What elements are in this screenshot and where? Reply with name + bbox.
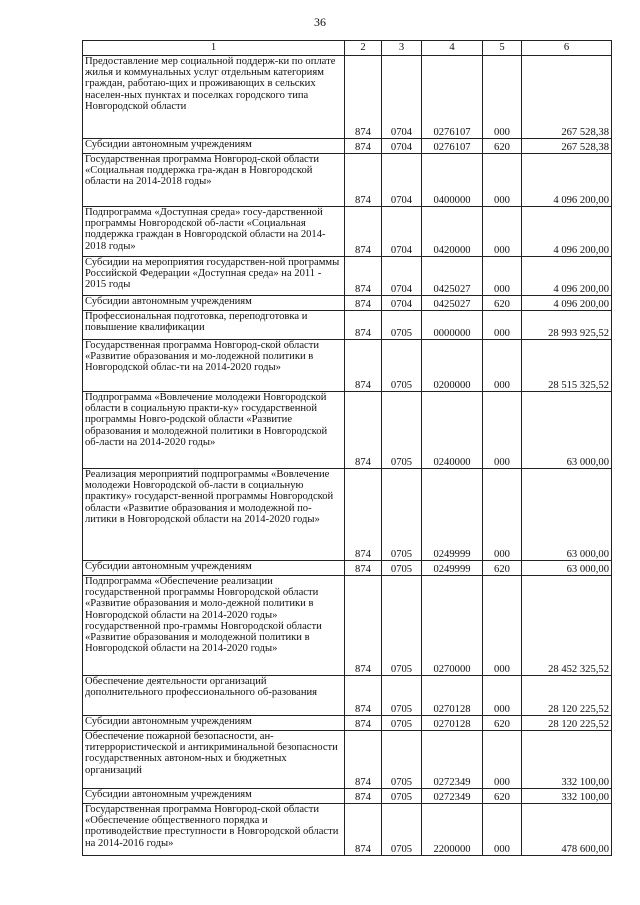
row-expense-type-cell: 000 xyxy=(483,56,522,139)
row-expense-type-cell: 000 xyxy=(483,311,522,340)
row-section-code-cell: 0704 xyxy=(382,257,422,296)
row-section-code-cell: 0705 xyxy=(382,311,422,340)
row-amount-cell: 28 515 325,52 xyxy=(522,340,612,392)
row-name-cell: Подпрограмма «Обеспечение реализации государственной программы Новгородской области «Развитие образования и моло-дежной политики в Новгородской области на 2014-2020 годы» государственной про-граммы Новгородской области «Развитие образования и молодежной политики в Новгородской области на 2014-2020 годы» xyxy=(83,576,345,676)
row-target-code-cell: 0270128 xyxy=(422,676,483,716)
row-admin-code-cell: 874 xyxy=(345,296,382,311)
row-target-code-cell: 0272349 xyxy=(422,789,483,804)
header-col-2: 2 xyxy=(345,41,382,56)
row-target-code-cell: 0400000 xyxy=(422,154,483,207)
row-section-code-cell: 0704 xyxy=(382,296,422,311)
row-amount-cell: 4 096 200,00 xyxy=(522,257,612,296)
row-name-cell: Государственная программа Новгород-ской области «Развитие образования и мо-лодежной политики в Новгородской облас-ти на 2014-2020 годы» xyxy=(83,340,345,392)
row-target-code-cell: 0249999 xyxy=(422,469,483,561)
header-col-6: 6 xyxy=(522,41,612,56)
page-number: 36 xyxy=(314,15,326,29)
table-row xyxy=(83,676,612,716)
header-col-3: 3 xyxy=(382,41,422,56)
row-amount-cell: 28 120 225,52 xyxy=(522,676,612,716)
row-name-cell: Подпрограмма «Вовлечение молодежи Новгородской области в социальную практи-ку» государственной программы Новго-родской области «Развитие образования и молодежной политики в Новгородской об-ласти на 2014-2020 годы» xyxy=(83,392,345,469)
row-admin-code-cell: 874 xyxy=(345,139,382,154)
row-name-cell: Подпрограмма «Доступная среда» госу-дарственной программы Новгородской об-ласти «Социальная поддержка граждан в Новгородской области на 2014-2018 годы» xyxy=(83,207,345,257)
row-amount-cell: 332 100,00 xyxy=(522,731,612,789)
row-expense-type-cell: 620 xyxy=(483,139,522,154)
row-target-code-cell: 0276107 xyxy=(422,56,483,139)
table-row xyxy=(83,56,612,139)
table-header-row xyxy=(83,41,612,56)
row-expense-type-cell: 000 xyxy=(483,392,522,469)
row-target-code-cell: 0276107 xyxy=(422,139,483,154)
header-col-1: 1 xyxy=(83,41,345,56)
header-col-5: 5 xyxy=(483,41,522,56)
row-amount-cell: 63 000,00 xyxy=(522,561,612,576)
row-target-code-cell: 0425027 xyxy=(422,296,483,311)
row-expense-type-cell: 000 xyxy=(483,207,522,257)
table-row xyxy=(83,139,612,154)
table-row xyxy=(83,207,612,257)
row-section-code-cell: 0704 xyxy=(382,154,422,207)
row-name-cell: Субсидии автономным учреждениям xyxy=(83,296,345,311)
row-expense-type-cell: 000 xyxy=(483,576,522,676)
row-expense-type-cell: 000 xyxy=(483,731,522,789)
row-section-code-cell: 0705 xyxy=(382,340,422,392)
row-target-code-cell: 0249999 xyxy=(422,561,483,576)
row-name-cell: Субсидии автономным учреждениям xyxy=(83,716,345,731)
table-row xyxy=(83,789,612,804)
row-section-code-cell: 0704 xyxy=(382,207,422,257)
row-section-code-cell: 0705 xyxy=(382,716,422,731)
row-target-code-cell: 2200000 xyxy=(422,804,483,856)
row-admin-code-cell: 874 xyxy=(345,576,382,676)
row-target-code-cell: 0200000 xyxy=(422,340,483,392)
row-target-code-cell: 0420000 xyxy=(422,207,483,257)
table-row xyxy=(83,392,612,469)
row-section-code-cell: 0705 xyxy=(382,676,422,716)
row-expense-type-cell: 000 xyxy=(483,154,522,207)
row-admin-code-cell: 874 xyxy=(345,392,382,469)
table-row xyxy=(83,561,612,576)
row-amount-cell: 267 528,38 xyxy=(522,139,612,154)
table-row xyxy=(83,311,612,340)
row-target-code-cell: 0000000 xyxy=(422,311,483,340)
row-admin-code-cell: 874 xyxy=(345,207,382,257)
row-section-code-cell: 0704 xyxy=(382,139,422,154)
row-admin-code-cell: 874 xyxy=(345,676,382,716)
table-row xyxy=(83,257,612,296)
row-name-cell: Обеспечение пожарной безопасности, ан-титеррористической и антикриминальной безопасности государственных автоном-ных и бюджетных организаций xyxy=(83,731,345,789)
row-section-code-cell: 0705 xyxy=(382,789,422,804)
row-expense-type-cell: 000 xyxy=(483,257,522,296)
row-amount-cell: 4 096 200,00 xyxy=(522,296,612,311)
row-amount-cell: 28 120 225,52 xyxy=(522,716,612,731)
table-row xyxy=(83,296,612,311)
row-amount-cell: 4 096 200,00 xyxy=(522,207,612,257)
table-row xyxy=(83,716,612,731)
row-expense-type-cell: 620 xyxy=(483,716,522,731)
row-section-code-cell: 0705 xyxy=(382,561,422,576)
row-target-code-cell: 0425027 xyxy=(422,257,483,296)
row-target-code-cell: 0270000 xyxy=(422,576,483,676)
row-name-cell: Государственная программа Новгород-ской области «Обеспечение общественного порядка и противодействие преступности в Новгородской области на 2014-2016 годы» xyxy=(83,804,345,856)
row-expense-type-cell: 620 xyxy=(483,296,522,311)
row-name-cell: Предоставление мер социальной поддерж-ки по оплате жилья и коммунальных услуг отдельным категориям граждан, работаю-щих и проживающих в сельских населен-ных пунктах и поселках городского типа Новгородской области xyxy=(83,56,345,139)
row-name-cell: Обеспечение деятельности организаций дополнительного профессионального об-разования xyxy=(83,676,345,716)
row-expense-type-cell: 000 xyxy=(483,340,522,392)
row-section-code-cell: 0705 xyxy=(382,731,422,789)
header-col-4: 4 xyxy=(422,41,483,56)
row-amount-cell: 28 452 325,52 xyxy=(522,576,612,676)
row-amount-cell: 267 528,38 xyxy=(522,56,612,139)
row-name-cell: Профессиональная подготовка, переподготовка и повышение квалификации xyxy=(83,311,345,340)
row-section-code-cell: 0705 xyxy=(382,392,422,469)
budget-table xyxy=(82,40,612,856)
row-admin-code-cell: 874 xyxy=(345,469,382,561)
row-amount-cell: 28 993 925,52 xyxy=(522,311,612,340)
table-row xyxy=(83,731,612,789)
row-target-code-cell: 0272349 xyxy=(422,731,483,789)
row-admin-code-cell: 874 xyxy=(345,311,382,340)
row-admin-code-cell: 874 xyxy=(345,154,382,207)
table-row xyxy=(83,804,612,856)
row-admin-code-cell: 874 xyxy=(345,340,382,392)
table-row xyxy=(83,154,612,207)
row-amount-cell: 478 600,00 xyxy=(522,804,612,856)
row-section-code-cell: 0704 xyxy=(382,56,422,139)
row-name-cell: Государственная программа Новгород-ской области «Социальная поддержка гра-ждан в Новгородской области на 2014-2018 годы» xyxy=(83,154,345,207)
row-amount-cell: 63 000,00 xyxy=(522,469,612,561)
row-admin-code-cell: 874 xyxy=(345,56,382,139)
row-admin-code-cell: 874 xyxy=(345,561,382,576)
row-admin-code-cell: 874 xyxy=(345,716,382,731)
row-target-code-cell: 0270128 xyxy=(422,716,483,731)
table-row xyxy=(83,340,612,392)
row-expense-type-cell: 620 xyxy=(483,789,522,804)
row-name-cell: Реализация мероприятий подпрограммы «Вовлечение молодежи Новгородской об-ласти в социальную практику» государст-венной программы Новгородской области «Развитие образования и молодежной по-литики в Новгородской области на 2014-2020 годы» xyxy=(83,469,345,561)
row-admin-code-cell: 874 xyxy=(345,257,382,296)
row-expense-type-cell: 000 xyxy=(483,469,522,561)
row-section-code-cell: 0705 xyxy=(382,469,422,561)
row-admin-code-cell: 874 xyxy=(345,731,382,789)
row-section-code-cell: 0705 xyxy=(382,804,422,856)
row-target-code-cell: 0240000 xyxy=(422,392,483,469)
table-row xyxy=(83,469,612,561)
row-name-cell: Субсидии автономным учреждениям xyxy=(83,789,345,804)
row-section-code-cell: 0705 xyxy=(382,576,422,676)
row-expense-type-cell: 000 xyxy=(483,804,522,856)
row-name-cell: Субсидии автономным учреждениям xyxy=(83,561,345,576)
row-admin-code-cell: 874 xyxy=(345,804,382,856)
row-amount-cell: 63 000,00 xyxy=(522,392,612,469)
row-expense-type-cell: 620 xyxy=(483,561,522,576)
row-admin-code-cell: 874 xyxy=(345,789,382,804)
row-expense-type-cell: 000 xyxy=(483,676,522,716)
row-amount-cell: 4 096 200,00 xyxy=(522,154,612,207)
table-row xyxy=(83,576,612,676)
row-name-cell: Субсидии на мероприятия государствен-ной программы Российской Федерации «Доступная среда» на 2011 - 2015 годы xyxy=(83,257,345,296)
row-name-cell: Субсидии автономным учреждениям xyxy=(83,139,345,154)
row-amount-cell: 332 100,00 xyxy=(522,789,612,804)
